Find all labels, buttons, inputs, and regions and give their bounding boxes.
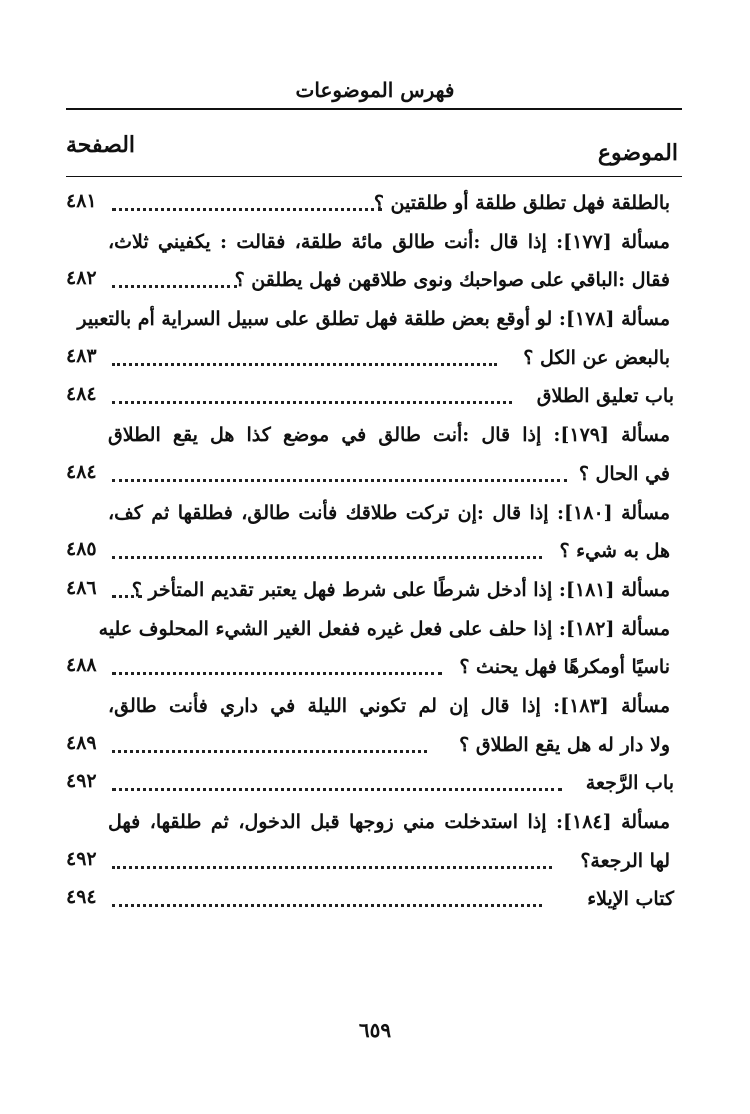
dot-leader xyxy=(112,660,442,675)
dot-leader xyxy=(112,776,562,791)
toc-line xyxy=(0,766,750,805)
toc-entry-text: فقال :الباقي على صواحبك ونوى طلاقهن فهل يطلقن ؟ xyxy=(234,269,670,292)
dot-leader xyxy=(112,738,427,753)
toc-page-number: ٤٨٤ xyxy=(66,460,97,483)
toc-page-number: ٤٩٢ xyxy=(66,847,97,870)
toc-page-number: ٤٨٩ xyxy=(66,731,97,754)
toc-line xyxy=(0,805,750,844)
column-header-rule xyxy=(66,176,682,177)
toc-entry-text: هل به شيء ؟ xyxy=(559,540,670,563)
column-header-topic: الموضوع xyxy=(597,140,678,166)
toc-page-number: ٤٨٤ xyxy=(66,383,97,406)
toc-page-number: ٤٨٣ xyxy=(66,344,97,367)
toc-line xyxy=(0,573,750,612)
toc-entry-text: مسألة [١٨٢]: إذا حلف على فعل غيره ففعل الغير الشيء المحلوف عليه xyxy=(98,617,670,640)
toc-page-number: ٤٨٥ xyxy=(66,538,97,561)
toc-line xyxy=(0,689,750,728)
dot-leader xyxy=(112,892,542,907)
dot-leader xyxy=(112,196,382,211)
toc-entry-text: مسألة [١٧٨]: لو أوقع بعض طلقة فهل تطلق على سبيل السراية أم بالتعبير xyxy=(77,308,670,331)
toc-line xyxy=(0,418,750,457)
toc-line xyxy=(0,341,750,380)
toc-entries xyxy=(0,186,750,921)
toc-line xyxy=(0,612,750,651)
toc-line xyxy=(0,882,750,921)
toc-page-number: ٤٨٦ xyxy=(66,576,97,599)
toc-page-number: ٤٨١ xyxy=(66,190,97,212)
toc-line xyxy=(0,186,750,225)
toc-entry-text: مسألة [١٨٣]: إذا قال إن لم تكوني الليلة في داري فأنت طالق، xyxy=(108,694,670,717)
page-number: ٦٥٩ xyxy=(358,1018,392,1042)
toc-entry-text: في الحال ؟ xyxy=(578,462,670,485)
toc-line xyxy=(0,263,750,302)
toc-entry-text: مسألة [١٧٧]: إذا قال :أنت طالق مائة طلقة، فقالت : يكفيني ثلاث، xyxy=(108,230,670,253)
toc-entry-text: مسألة [١٨٤]: إذا استدخلت مني زوجها قبل الدخول، ثم طلقها، فهل xyxy=(108,811,670,833)
dot-leader xyxy=(112,854,552,869)
toc-entry-text: بالبعض عن الكل ؟ xyxy=(523,346,670,369)
column-header-page: الصفحة xyxy=(66,132,136,158)
toc-page-number: ٤٨٢ xyxy=(66,267,97,290)
dot-leader xyxy=(112,273,237,288)
toc-page-number: ٤٨٨ xyxy=(66,654,97,677)
toc-line xyxy=(0,379,750,418)
toc-line xyxy=(0,650,750,689)
dot-leader xyxy=(112,583,142,598)
toc-entry-text: مسألة [١٧٩]: إذا قال :أنت طالق في موضع كذا هل يقع الطلاق xyxy=(108,424,670,447)
toc-entry-text: مسألة [١٨١]: إذا أدخل شرطًا على شرط فهل يعتبر تقديم المتأخر ؟ xyxy=(131,578,670,601)
toc-line xyxy=(0,496,750,535)
toc-entry-text: لها الرجعة؟ xyxy=(580,849,670,872)
toc-page-number: ٤٩٢ xyxy=(66,770,97,793)
header-rule xyxy=(66,108,682,110)
toc-entry-text: بالطلقة فهل تطلق طلقة أو طلقتين ؟ xyxy=(373,192,670,214)
toc-section-heading: باب الرَّجعة xyxy=(585,772,674,795)
dot-leader xyxy=(112,467,567,482)
toc-section-heading: باب تعليق الطلاق xyxy=(536,385,674,408)
dot-leader xyxy=(112,544,542,559)
toc-line xyxy=(0,457,750,496)
toc-entry-text: ولا دار له هل يقع الطلاق ؟ xyxy=(459,733,670,756)
toc-line xyxy=(0,728,750,767)
toc-section-heading: كتاب الإيلاء xyxy=(587,888,674,911)
toc-entry-text: مسألة [١٨٠]: إذا قال :إن تركت طلاقك فأنت طالق، فطلقها ثم كف، xyxy=(108,501,671,524)
toc-line xyxy=(0,302,750,341)
toc-page-number: ٤٩٤ xyxy=(66,886,97,909)
dot-leader xyxy=(112,351,497,366)
dot-leader xyxy=(112,389,512,404)
toc-line xyxy=(0,225,750,264)
running-title: فهرس الموضوعات xyxy=(295,78,455,102)
toc-line xyxy=(0,534,750,573)
toc-entry-text: ناسيًا أومكرهًا فهل يحنث ؟ xyxy=(459,656,670,679)
toc-line xyxy=(0,844,750,883)
